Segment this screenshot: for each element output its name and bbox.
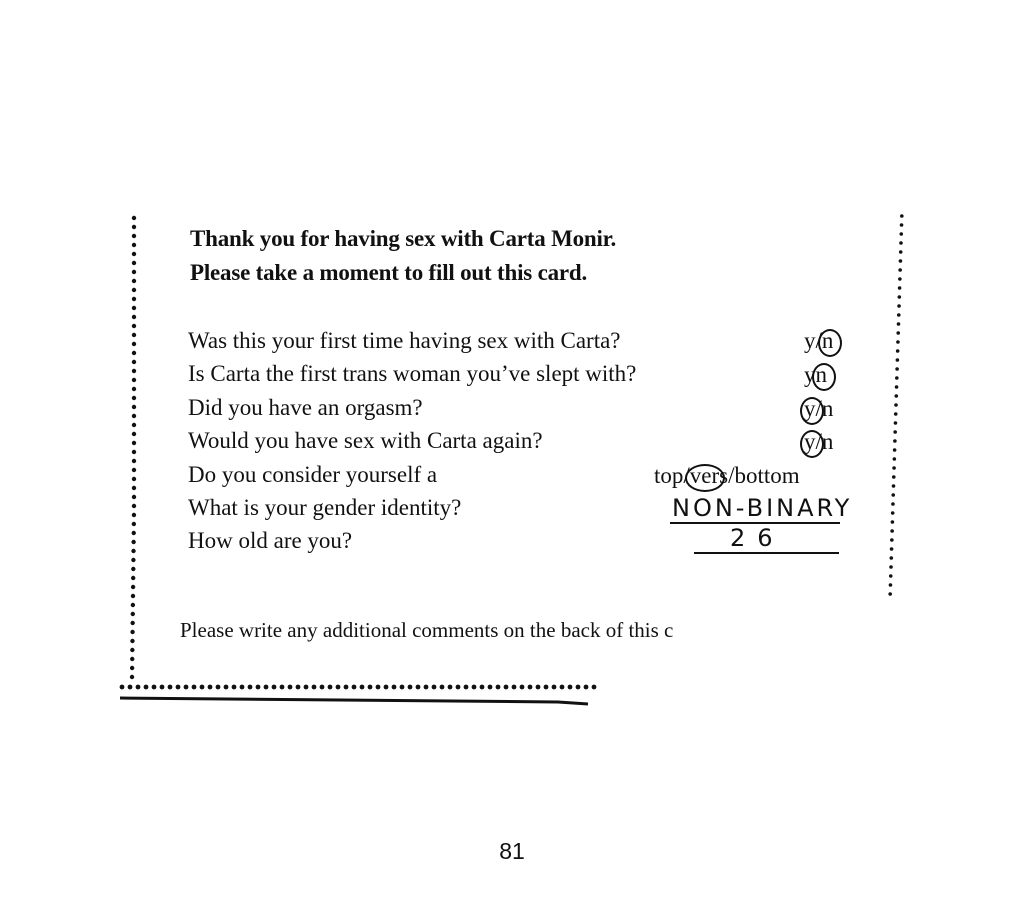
question-first-trans-woman: Is Carta the first trans woman you’ve slept with? xyxy=(188,361,637,386)
border-dot xyxy=(488,685,493,690)
border-dot xyxy=(528,685,533,690)
border-dot xyxy=(496,685,501,690)
border-dot xyxy=(384,685,389,690)
border-dot xyxy=(560,685,565,690)
option-separator: / xyxy=(815,396,822,421)
border-dot xyxy=(889,565,893,569)
border-dot xyxy=(132,234,136,238)
border-dot xyxy=(288,685,293,690)
border-dot xyxy=(894,403,898,407)
answer-first-time xyxy=(804,328,833,354)
border-dot xyxy=(132,369,136,373)
border-dot xyxy=(416,685,421,690)
answer-circle xyxy=(812,363,836,391)
border-dot xyxy=(132,225,136,229)
border-dot xyxy=(132,261,136,265)
border-dot xyxy=(136,685,141,690)
border-dot xyxy=(893,439,897,443)
border-dot xyxy=(899,259,903,263)
border-dot xyxy=(360,685,365,690)
border-dot xyxy=(894,394,898,398)
border-dot xyxy=(132,486,136,490)
border-dot xyxy=(131,549,135,553)
border-dot xyxy=(132,459,136,463)
answer-role xyxy=(654,463,800,489)
border-dot xyxy=(132,324,136,328)
border-dot xyxy=(132,531,136,535)
border-dot xyxy=(132,477,136,481)
border-dot xyxy=(208,685,213,690)
feedback-card xyxy=(118,210,908,710)
border-dot xyxy=(552,685,557,690)
answer-circle xyxy=(685,464,725,492)
question-again: Would you have sex with Carta again? xyxy=(188,428,543,453)
option-yes: y xyxy=(804,429,816,454)
border-dot xyxy=(592,685,597,690)
answer-circle xyxy=(800,397,824,425)
border-dot xyxy=(504,685,509,690)
border-dot xyxy=(232,685,237,690)
border-dot xyxy=(272,685,277,690)
border-dot xyxy=(895,385,899,389)
border-dot xyxy=(891,520,895,524)
question-role: Do you consider yourself a xyxy=(188,462,438,487)
answer-circle xyxy=(800,430,824,458)
option-no-circled xyxy=(816,362,828,388)
option-bottom: bottom xyxy=(734,463,800,488)
border-dot xyxy=(176,685,181,690)
border-dot xyxy=(392,685,397,690)
border-dot xyxy=(889,556,893,560)
border-dot xyxy=(336,685,341,690)
border-dot xyxy=(890,529,894,533)
answer-circle xyxy=(815,328,842,357)
border-dot xyxy=(895,376,899,380)
border-dot xyxy=(264,685,269,690)
age-answer-line xyxy=(694,552,839,554)
border-dot xyxy=(132,297,136,301)
border-dot xyxy=(897,304,901,308)
border-dot xyxy=(132,342,136,346)
border-dot xyxy=(440,685,445,690)
border-dot xyxy=(899,250,903,254)
option-no-circled xyxy=(822,328,834,354)
border-dot xyxy=(132,306,136,310)
border-dot xyxy=(900,214,904,218)
card-footer-note: Please write any additional comments on the back of this c xyxy=(180,618,674,642)
border-dot xyxy=(893,457,897,461)
border-dot xyxy=(130,630,134,634)
border-dot xyxy=(544,685,549,690)
border-dot xyxy=(184,685,189,690)
border-dot xyxy=(376,685,381,690)
border-dot xyxy=(896,331,900,335)
border-dot xyxy=(152,685,157,690)
option-separator: / xyxy=(815,429,822,454)
border-dot xyxy=(480,685,485,690)
border-dot xyxy=(408,685,413,690)
border-dot xyxy=(889,583,893,587)
option-no: n xyxy=(821,429,834,454)
border-dot xyxy=(240,685,245,690)
border-dot xyxy=(352,685,357,690)
border-dot xyxy=(344,685,349,690)
border-dot xyxy=(132,378,136,382)
border-dot xyxy=(893,448,897,452)
border-dot xyxy=(896,358,900,362)
border-dot xyxy=(132,423,136,427)
border-dot xyxy=(192,685,197,690)
border-dot xyxy=(312,685,317,690)
border-dot xyxy=(130,648,134,652)
border-dot xyxy=(889,574,893,578)
border-dot xyxy=(472,685,477,690)
border-dot xyxy=(132,387,136,391)
border-dot xyxy=(200,685,205,690)
border-dot xyxy=(896,349,900,353)
option-separator: / xyxy=(728,463,735,488)
card-heading-line-1: Thank you for having sex with Carta Monir. xyxy=(190,226,617,251)
border-dot xyxy=(894,412,898,416)
border-dot xyxy=(898,295,902,299)
border-dot xyxy=(576,685,581,690)
border-dot xyxy=(899,232,903,236)
border-dot xyxy=(132,315,136,319)
option-yes: y xyxy=(804,396,816,421)
border-dot xyxy=(899,241,903,245)
border-dot xyxy=(584,685,589,690)
border-dot xyxy=(132,279,136,283)
border-dot xyxy=(464,685,469,690)
border-dot xyxy=(891,502,895,506)
answer-orgasm xyxy=(804,396,833,422)
question-age: How old are you? xyxy=(188,528,353,553)
border-dot xyxy=(224,685,229,690)
handwritten-gender-answer: NON-BINARY xyxy=(672,494,853,522)
border-dot xyxy=(424,685,429,690)
border-dot xyxy=(144,685,149,690)
border-dot xyxy=(130,675,134,679)
border-dot xyxy=(132,252,136,256)
border-dot xyxy=(131,567,135,571)
border-dot xyxy=(896,340,900,344)
border-dot xyxy=(132,468,136,472)
option-top: top xyxy=(654,463,684,488)
border-dot xyxy=(216,685,221,690)
border-dot xyxy=(897,322,901,326)
border-dot xyxy=(536,685,541,690)
border-dot xyxy=(130,666,134,670)
question-first-time: Was this your first time having sex with Carta? xyxy=(188,328,621,353)
border-dot xyxy=(132,216,136,220)
border-dot xyxy=(132,351,136,355)
option-no: n xyxy=(815,362,827,387)
border-dot xyxy=(132,288,136,292)
border-dot xyxy=(131,540,135,544)
border-dot xyxy=(320,685,325,690)
answer-again xyxy=(804,429,833,455)
border-dot xyxy=(120,685,125,690)
border-dot xyxy=(400,685,405,690)
option-yes-circled xyxy=(804,396,816,422)
option-separator: / xyxy=(815,328,822,353)
border-dot xyxy=(132,333,136,337)
border-dot xyxy=(448,685,453,690)
card-heading-line-2: Please take a moment to fill out this card. xyxy=(190,260,588,285)
border-dot xyxy=(892,484,896,488)
border-dot xyxy=(132,396,136,400)
option-no: n xyxy=(821,396,834,421)
option-yes-circled xyxy=(804,429,816,455)
border-dot xyxy=(892,475,896,479)
border-dot xyxy=(304,685,309,690)
border-dot xyxy=(368,685,373,690)
border-dot xyxy=(512,685,517,690)
border-dot xyxy=(456,685,461,690)
border-dot xyxy=(131,612,135,616)
border-dot xyxy=(131,585,135,589)
border-dot xyxy=(890,538,894,542)
border-dot xyxy=(130,621,134,625)
answer-first-trans-woman xyxy=(804,362,827,388)
torn-corner xyxy=(792,605,912,715)
option-vers-circled xyxy=(690,463,728,489)
option-separator: / xyxy=(683,463,690,488)
border-dot xyxy=(131,576,135,580)
border-dot xyxy=(132,441,136,445)
question-orgasm: Did you have an orgasm? xyxy=(188,395,423,420)
border-dot xyxy=(132,432,136,436)
border-dot xyxy=(168,685,173,690)
border-dot xyxy=(888,592,892,596)
border-dot xyxy=(897,313,901,317)
border-dot xyxy=(895,367,899,371)
border-dot xyxy=(128,685,133,690)
border-dot xyxy=(132,243,136,247)
border-dot xyxy=(891,493,895,497)
border-dot xyxy=(890,547,894,551)
border-dot xyxy=(520,685,525,690)
border-dot xyxy=(296,685,301,690)
border-dot xyxy=(132,522,136,526)
border-dot xyxy=(898,286,902,290)
border-dot xyxy=(132,405,136,409)
border-dot xyxy=(892,466,896,470)
option-yes: y xyxy=(804,328,816,353)
border-dot xyxy=(328,685,333,690)
border-dot xyxy=(132,360,136,364)
border-dot xyxy=(132,270,136,274)
border-dot xyxy=(132,450,136,454)
border-dot xyxy=(132,495,136,499)
border-dot xyxy=(891,511,895,515)
border-dot xyxy=(568,685,573,690)
border-dot xyxy=(131,594,135,598)
handwritten-age-answer: 26 xyxy=(730,524,785,552)
page-number: 81 xyxy=(499,838,525,864)
border-dot xyxy=(132,504,136,508)
border-dot xyxy=(130,657,134,661)
border-dot xyxy=(898,277,902,281)
border-dot xyxy=(280,685,285,690)
border-dot xyxy=(132,414,136,418)
option-yes: y xyxy=(804,362,816,387)
border-dot xyxy=(131,603,135,607)
border-dot xyxy=(893,430,897,434)
option-no: n xyxy=(821,328,834,353)
border-dot xyxy=(256,685,261,690)
border-dot xyxy=(130,639,134,643)
border-dot xyxy=(160,685,165,690)
border-dot xyxy=(432,685,437,690)
question-gender-identity: What is your gender identity? xyxy=(188,495,462,520)
border-dot xyxy=(898,268,902,272)
border-dot xyxy=(131,558,135,562)
border-dot xyxy=(900,223,904,227)
border-dot xyxy=(132,513,136,517)
border-dot xyxy=(894,421,898,425)
border-dot xyxy=(248,685,253,690)
option-vers: vers xyxy=(689,463,729,488)
